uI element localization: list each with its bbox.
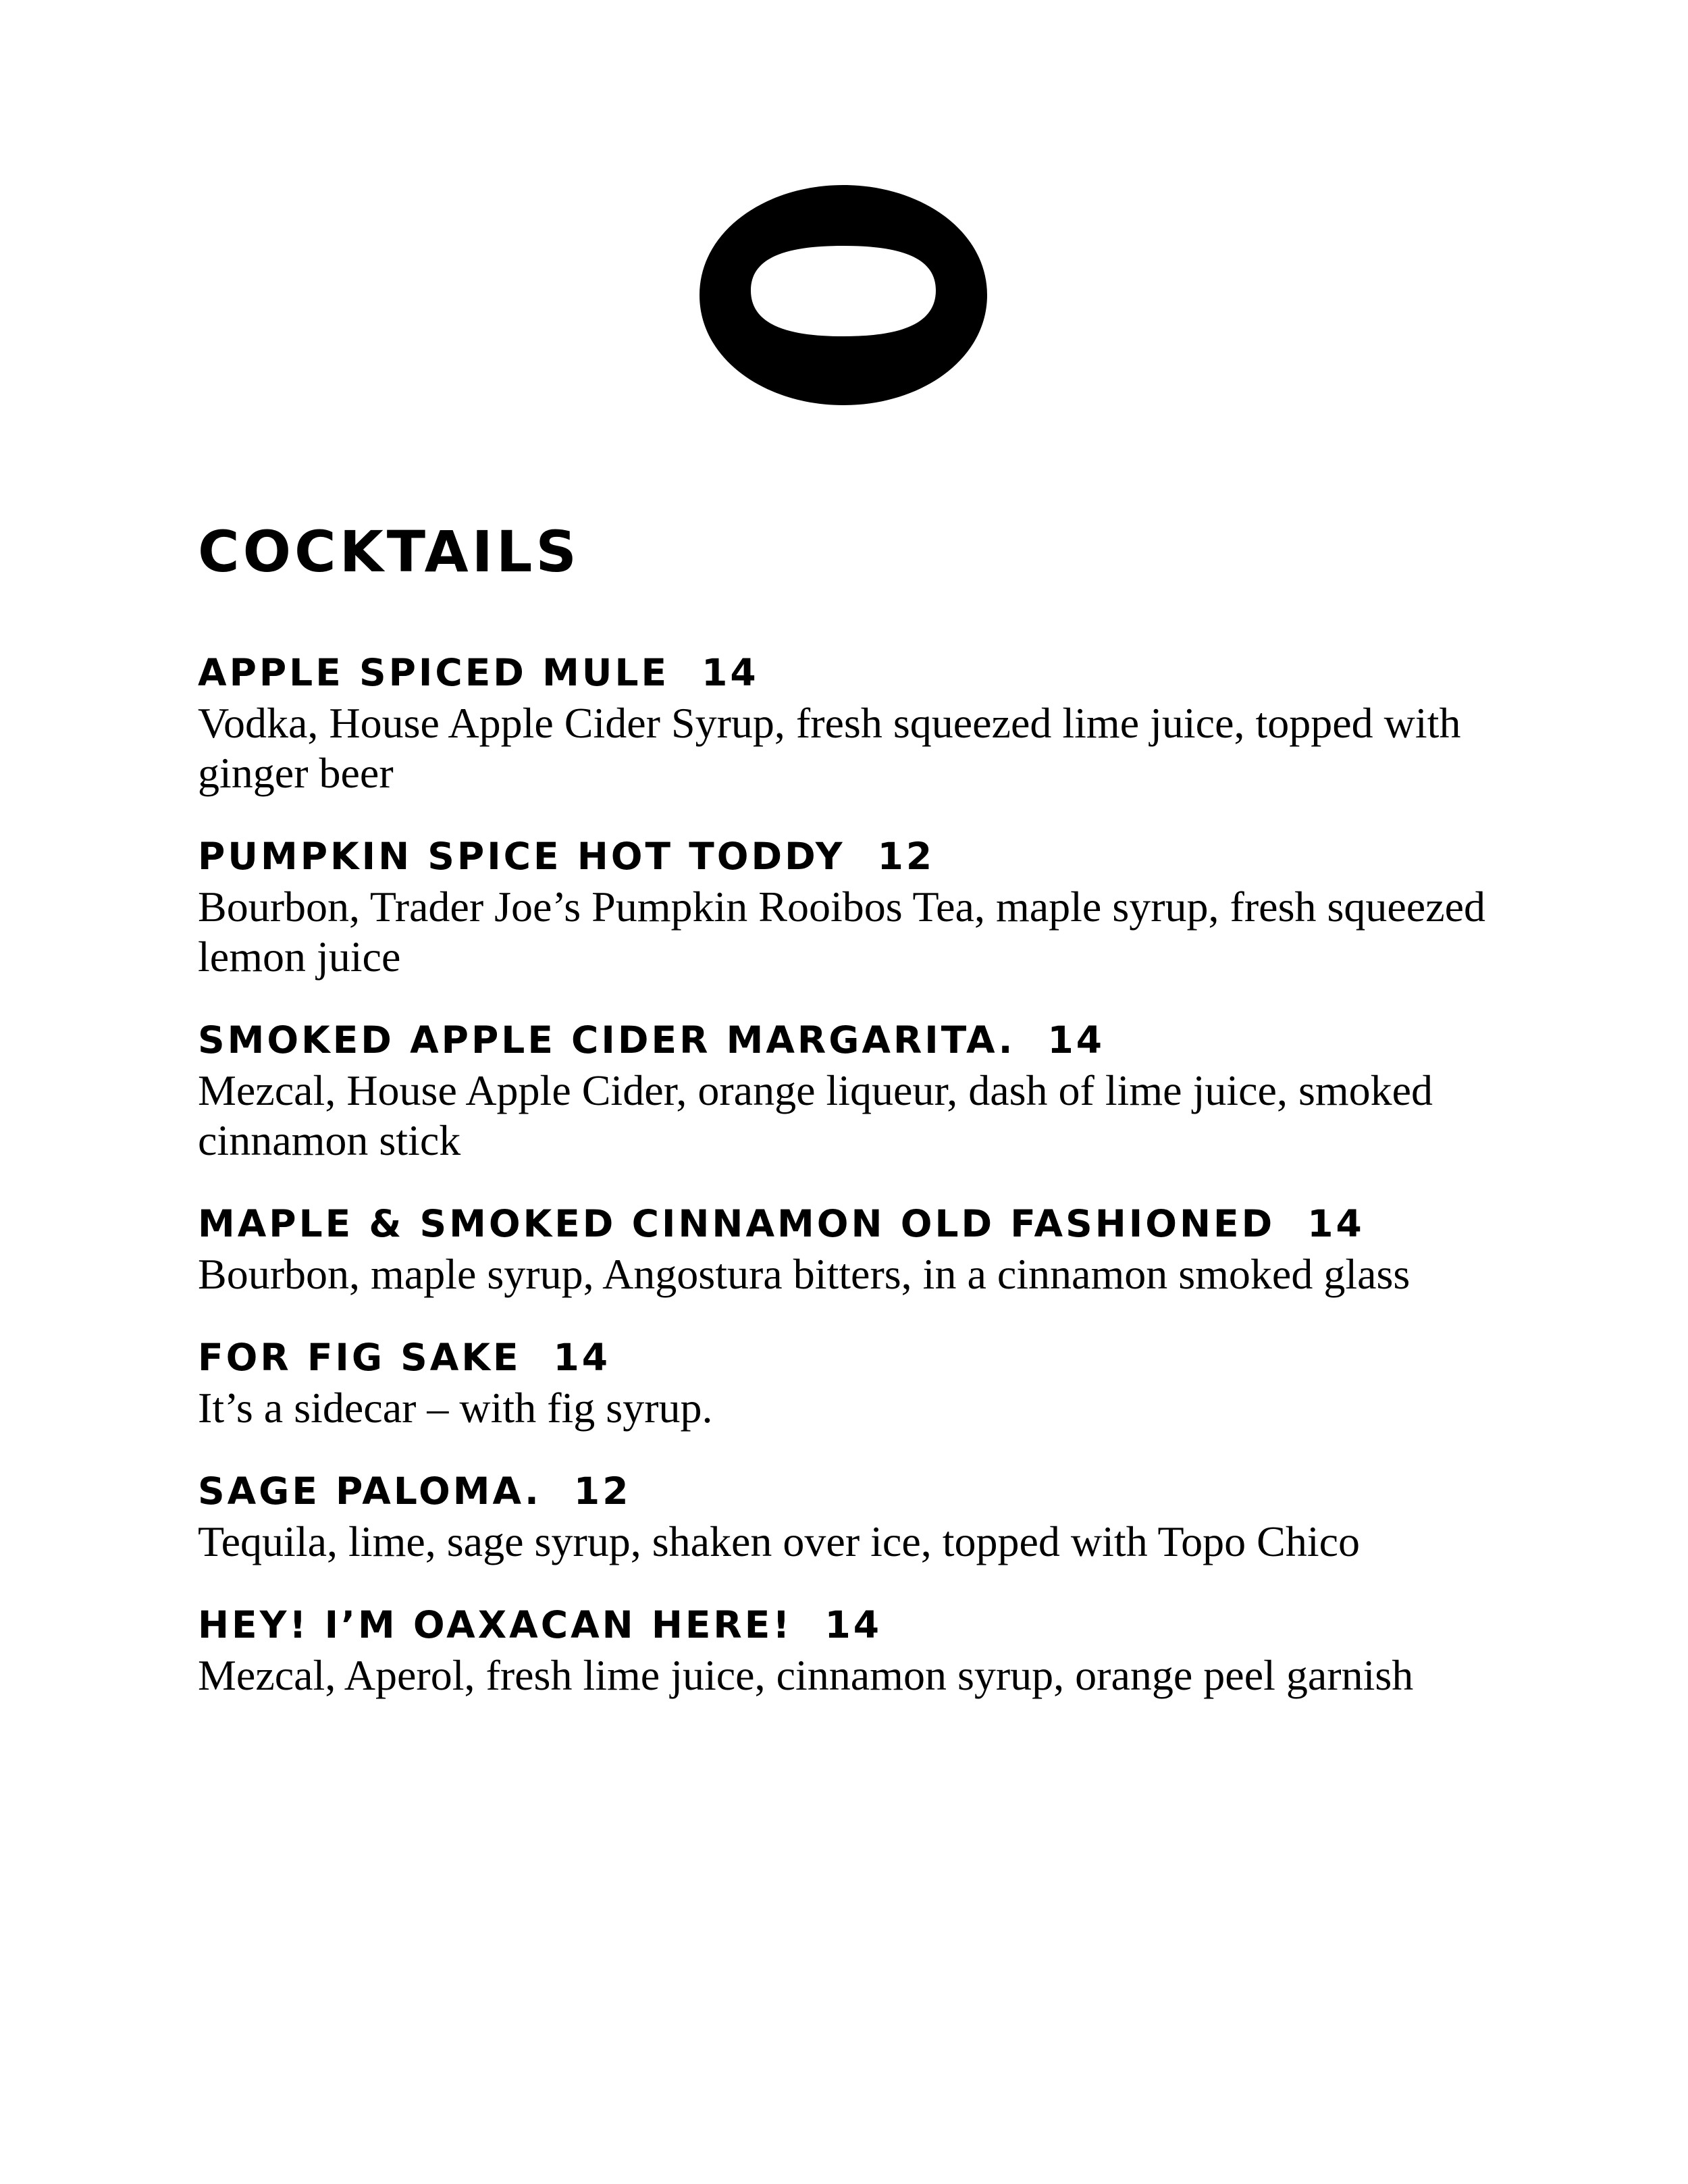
menu-item-name: PUMPKIN SPICE HOT TODDY bbox=[198, 835, 845, 878]
menu-item-price: 14 bbox=[824, 1603, 882, 1646]
menu-item bbox=[198, 1602, 1514, 1700]
ring-logo-graphic bbox=[698, 184, 988, 407]
ring-logo-icon bbox=[698, 184, 988, 407]
menu-item-description: Mezcal, Aperol, fresh lime juice, cinnamon syrup, orange peel garnish bbox=[198, 1651, 1414, 1699]
menu-item-heading bbox=[198, 1468, 1514, 1514]
menu-item-heading bbox=[198, 1334, 1514, 1380]
menu-item bbox=[198, 1201, 1514, 1299]
menu-item-name: MAPLE & SMOKED CINNAMON OLD FASHIONED bbox=[198, 1202, 1275, 1245]
menu-item-description: It’s a sidecar – with fig syrup. bbox=[198, 1384, 713, 1432]
menu-item-name: FOR FIG SAKE bbox=[198, 1336, 521, 1379]
menu-item-price: 14 bbox=[1047, 1018, 1105, 1062]
menu-item-price: 14 bbox=[1307, 1202, 1365, 1245]
menu-item-name: SMOKED APPLE CIDER MARGARITA. bbox=[198, 1018, 1016, 1062]
menu-content bbox=[198, 521, 1514, 1736]
menu-item-description: Bourbon, maple syrup, Angostura bitters, in a cinnamon smoked glass bbox=[198, 1250, 1410, 1298]
menu-item-heading bbox=[198, 650, 1514, 696]
section-title: COCKTAILS bbox=[198, 519, 580, 585]
menu-item bbox=[198, 1468, 1514, 1567]
menu-item bbox=[198, 833, 1514, 982]
menu-item-heading bbox=[198, 833, 1514, 879]
menu-item bbox=[198, 1017, 1514, 1166]
menu-item bbox=[198, 1334, 1514, 1433]
menu-item bbox=[198, 650, 1514, 798]
menu-item-description: Vodka, House Apple Cider Syrup, fresh squeezed lime juice, topped with ginger beer bbox=[198, 699, 1461, 797]
menu-item-description: Mezcal, House Apple Cider, orange liqueur, dash of lime juice, smoked cinnamon stick bbox=[198, 1066, 1433, 1164]
menu-item-description: Bourbon, Trader Joe’s Pumpkin Rooibos Tea, maple syrup, fresh squeezed lemon juice bbox=[198, 883, 1485, 981]
menu-item-heading bbox=[198, 1017, 1514, 1063]
menu-item-name: HEY! I’M OAXACAN HERE! bbox=[198, 1603, 793, 1646]
menu-item-name: APPLE SPICED MULE bbox=[198, 651, 670, 694]
menu-item-price: 12 bbox=[877, 835, 935, 878]
menu-item-price: 12 bbox=[573, 1470, 631, 1513]
menu-item-price: 14 bbox=[702, 651, 759, 694]
menu-item-heading bbox=[198, 1602, 1514, 1648]
menu-item-heading bbox=[198, 1201, 1514, 1247]
menu-item-description: Tequila, lime, sage syrup, shaken over ice, topped with Topo Chico bbox=[198, 1517, 1361, 1565]
menu-item-name: SAGE PALOMA. bbox=[198, 1470, 542, 1513]
menu-item-price: 14 bbox=[553, 1336, 611, 1379]
